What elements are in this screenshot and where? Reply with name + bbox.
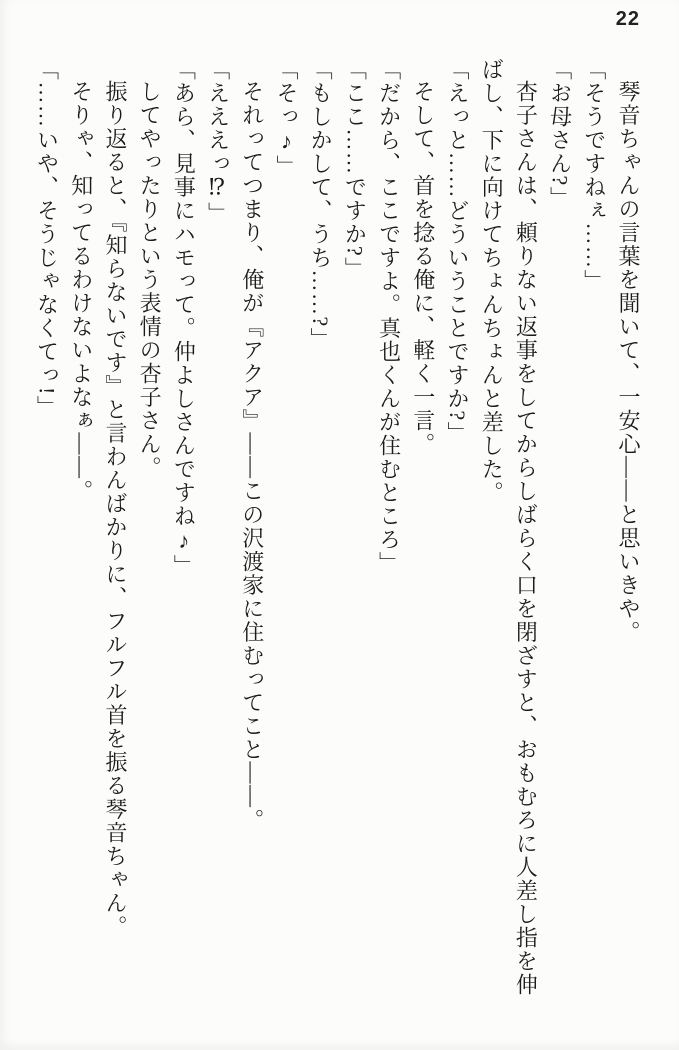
- dialogue-paragraph: 「えっと……どういうことですか?」: [444, 58, 470, 446]
- dialogue-paragraph: 「だから、ここですよ。真也くんが住むところ」: [376, 58, 402, 575]
- narration-paragraph: そりゃ、知ってるわけないよなぁ――。: [68, 80, 94, 503]
- dialogue-paragraph: 「えええっ⁉」: [205, 58, 231, 226]
- dialogue-paragraph: 「……いや、そうじゃなくてっ!」: [34, 58, 60, 420]
- text-body: [29, 58, 645, 1011]
- dialogue-paragraph: 「そっ♪」: [273, 58, 299, 179]
- dialogue-paragraph: 「お母さん?」: [547, 58, 573, 211]
- narration-paragraph: それってつまり、俺が『アクア』――この沢渡家に住むってこと――。: [239, 80, 265, 832]
- page-number: 22: [615, 8, 640, 30]
- dialogue-paragraph: 「あら、見事にハモって。仲よしさんですね♪」: [171, 58, 197, 578]
- narration-paragraph: そして、首を捻る俺に、軽く一言。: [410, 80, 436, 456]
- dialogue-paragraph: 「ここ……ですか?」: [342, 58, 368, 281]
- narration-paragraph: 振り返ると、『知らないです』と言わんばかりに、フルフル首を振る琴音ちゃん。: [102, 80, 128, 939]
- dialogue-paragraph: 「もしかして、うち……?」: [308, 58, 334, 352]
- narration-paragraph: 杏子さんは、頼りない返事をしてからしばらく口を閉ざすと、おもむろに人差し指を伸ばし、下に向けてちょんちょんと差した。: [479, 58, 539, 997]
- dialogue-paragraph: 「そうですねぇ……」: [581, 58, 607, 293]
- narration-paragraph: してやったりという表情の杏子さん。: [137, 80, 163, 480]
- narration-paragraph: 琴音ちゃんの言葉を聞いて、一安心――と思いきや。: [616, 80, 641, 644]
